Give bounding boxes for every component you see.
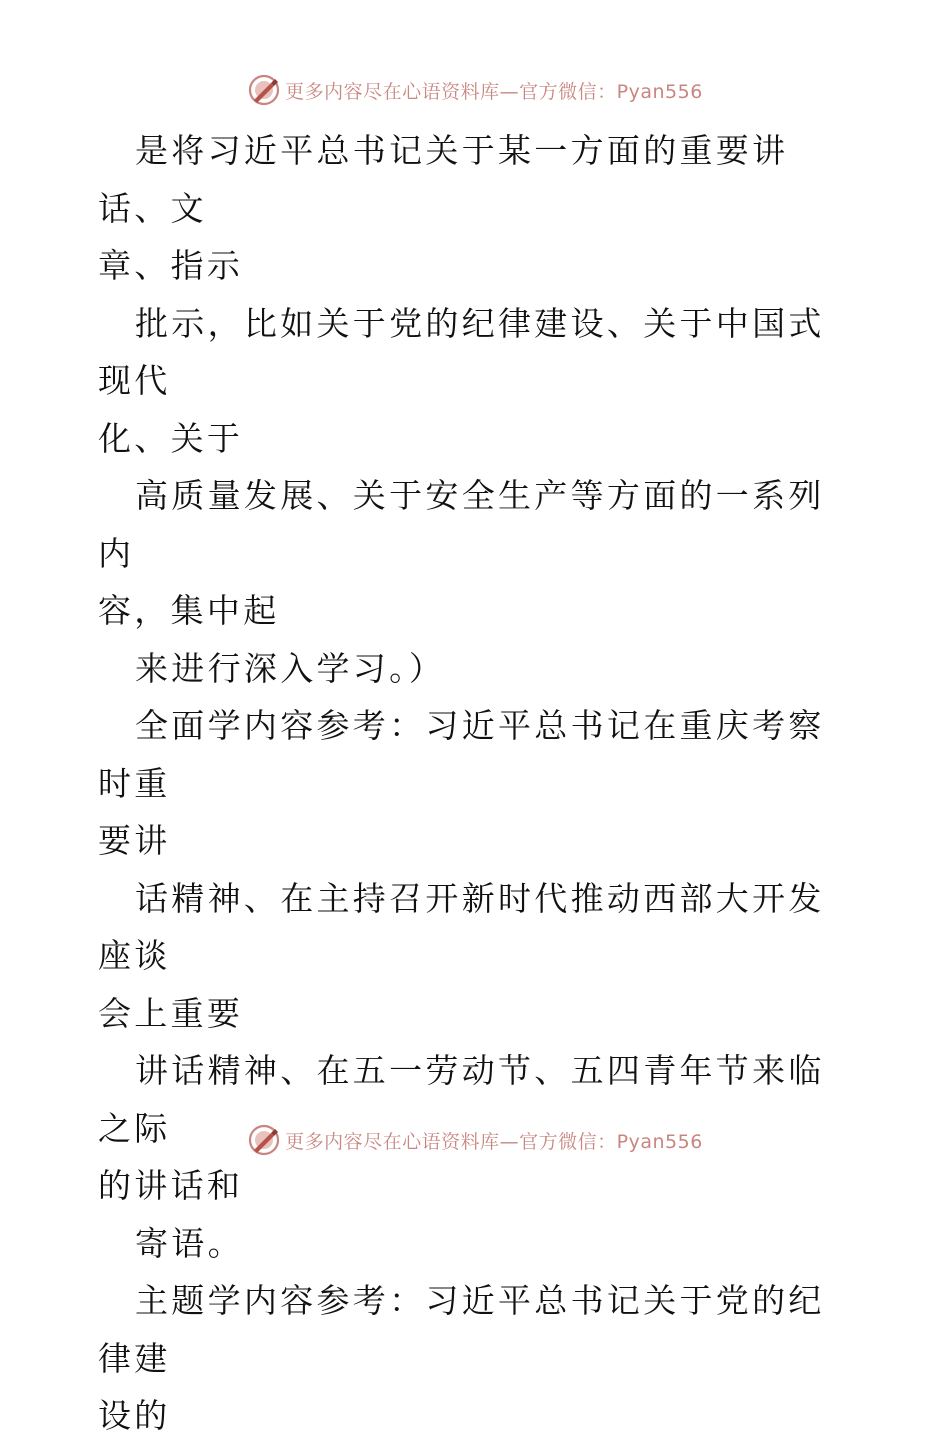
text-line: 讲话精神、在五一劳动节、五四青年节来临之际 (98, 1051, 825, 1148)
text-line: 化、关于 (98, 418, 244, 458)
text-line: 话精神、在主持召开新时代推动西部大开发座谈 (98, 878, 825, 975)
footer-watermark (0, 1120, 950, 1160)
text-line: 寄语。 (135, 1223, 244, 1263)
text-line: 设的 (98, 1396, 171, 1435)
watermark-text: 更多内容尽在心语资料库—官方微信：Pyan556 (285, 1130, 703, 1153)
text-line: 要讲 (98, 821, 171, 860)
text-line: 章、指示 (98, 246, 244, 285)
text-line: 来进行深入学习。） (135, 648, 446, 688)
text-line: 会上重要 (98, 993, 244, 1033)
text-line: 批示，比如关于党的纪律建设、关于中国式现代 (98, 303, 825, 400)
text-line: 全面学内容参考：习近平总书记在重庆考察时重 (98, 706, 825, 803)
text-line: 是将习近平总书记关于某一方面的重要讲话、文 (98, 131, 789, 228)
text-line: 的讲话和 (98, 1166, 244, 1205)
text-line: 高质量发展、关于安全生产等方面的一系列内 (98, 476, 825, 573)
pen-seal-icon (247, 1123, 281, 1157)
text-line: 主题学内容参考：习近平总书记关于党的纪律建 (98, 1281, 825, 1378)
document-body (98, 122, 858, 1445)
pen-seal-icon (247, 73, 281, 107)
text-line: 容，集中起 (98, 591, 280, 630)
watermark-text: 更多内容尽在心语资料库—官方微信：Pyan556 (285, 80, 703, 103)
header-watermark (0, 70, 950, 110)
